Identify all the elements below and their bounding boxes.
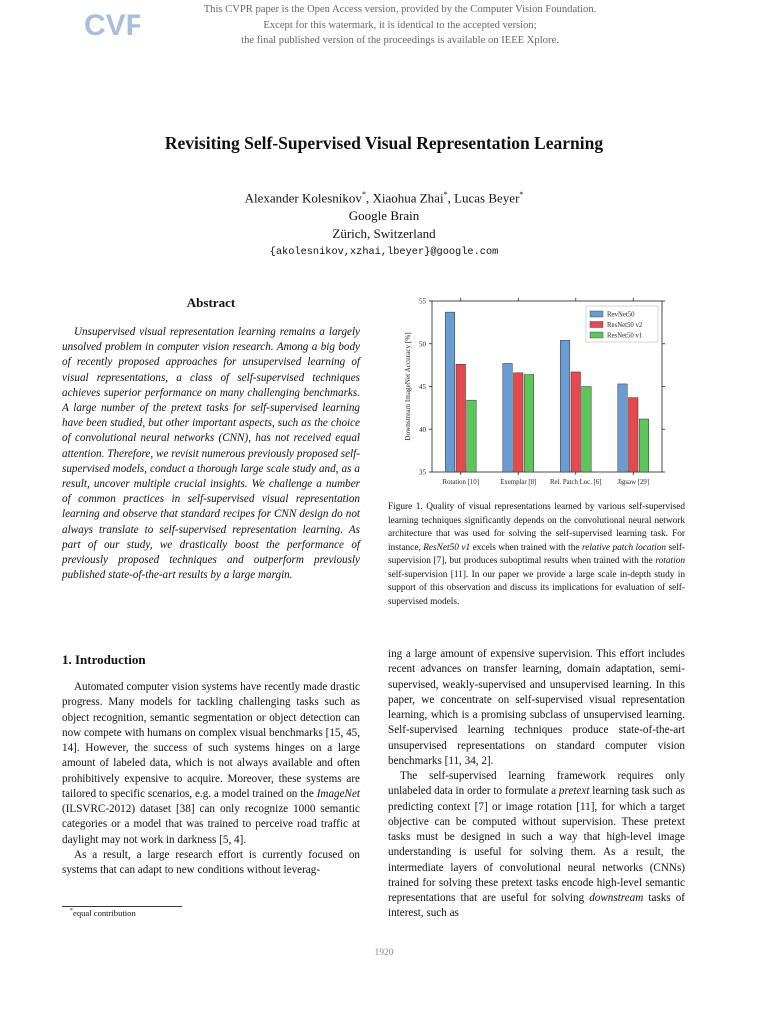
page-number: 1920 — [374, 948, 394, 958]
cvf-logo — [84, 8, 140, 43]
bar-resnet50-v2 — [456, 364, 466, 472]
equal-contribution-mark: * — [361, 190, 366, 199]
text-run: rotation — [655, 556, 685, 566]
affiliation: Google Brain — [348, 208, 420, 224]
bar-resnet50-v2 — [571, 372, 581, 472]
introduction-text — [62, 680, 360, 878]
legend-swatch — [590, 311, 603, 317]
dataset-name: ImageNet — [316, 787, 360, 800]
equal-contribution-mark: * — [519, 190, 524, 199]
text-run: downstream — [589, 892, 644, 904]
paragraph: As a result, a large research effort is currently focused on systems that can adapt to new conditions without leverag- — [62, 848, 360, 876]
text-run: self-supervision [7], but produces suboptimal results when trained with the — [388, 542, 686, 566]
paragraph — [62, 680, 360, 848]
x-tick-label: Rotation [10] — [442, 479, 479, 486]
cvf-logo-text: CVF — [84, 9, 140, 38]
email-address: {akolesnikov,xzhai,lbeyer}@google.com — [269, 246, 499, 259]
watermark-line: Except for this watermark, it is identical to the accepted version; — [263, 19, 537, 31]
author-name: Xiaohua Zhai — [372, 190, 444, 206]
author-name: Lucas Beyer — [454, 190, 520, 206]
bar-revnet50 — [503, 363, 513, 472]
y-tick-label: 55 — [419, 297, 426, 306]
text-run: relative patch location — [581, 542, 667, 553]
bar-revnet50 — [560, 340, 570, 472]
y-axis-label: Downstream ImageNet Accuracy [%] — [404, 332, 412, 441]
footnote-mark: * — [70, 908, 73, 915]
author-block — [0, 186, 768, 261]
legend-swatch — [590, 332, 603, 338]
text-run: self-supervision [11]. In our paper we provide a large scale in-depth study in support of this observation and discuss its implications for evaluation of self-supervised models. — [388, 569, 685, 607]
author-names: Alexander Kolesnikov*, Xiaohua Zhai*, Lucas Beyer* — [244, 190, 524, 206]
y-tick-label: 35 — [419, 468, 426, 477]
text-run: (ILSVRC-2012) dataset [38] can only recognize 1000 semantic categories or a model that was trained to perceive road traffic at daylight may not work in darkness [5, 4]. — [62, 803, 360, 846]
bar-resnet50-v1 — [467, 400, 477, 472]
y-tick-label: 45 — [419, 383, 426, 391]
paper-title: Revisiting Self-Supervised Visual Representation Learning — [164, 133, 604, 153]
bar-resnet50-v2 — [629, 398, 639, 472]
text-run: ResNet50 v1 — [423, 542, 471, 553]
legend-swatch — [590, 322, 603, 328]
watermark-line: the final published version of the proceedings is available on IEEE Xplore. — [241, 35, 559, 46]
paragraph: ing a large amount of expensive supervision. This effort includes recent advances on transfer learning, domain adaptation, semi-supervised, weakly-supervised and unsupervised learning. In this paper, we concentrate on self-supervised visual representation learning, which is a promising subclass of unsupervised learning. Self-supervised learning techniques produce state-of-the-art unsupervised representations on standard computer vision benchmarks [11, 34, 2]. — [388, 648, 685, 767]
text-run: learning task such as predicting context [7] or image rotation [11], for which a target objective can be computed without supervision. These pretext tasks must be designed in such a way that high-level image understanding is useful for solving them. As a result, the intermediate layers of convolutional neural networks (CNNs) trained for solving these pretext tasks encode high-level semantic representations that are useful for solving — [388, 785, 685, 904]
text-run: Automated computer vision systems have recently made drastic progress. Many models for tackling challenging tasks such as object recognition, semantic segmentation or object detection can now compete with humans on complex visual benchmarks [15, 45, 14]. However, the success of such systems hinges on a large amount of labeled data, which is not always available and often prohibitively expensive to acquire. Moreover, these systems are tailored to specific scenarios, e.g. a model trained on the — [62, 681, 360, 800]
text-run: Figure 1. Quality of visual representations learned by various self-supervised learning techniques significantly depends on the convolutional neural network architecture that was used for solving the self-supervised learning task. For instance, — [388, 502, 685, 553]
paragraph — [388, 769, 685, 922]
bar-chart — [388, 292, 685, 492]
footnote — [70, 908, 136, 918]
figure-caption — [388, 501, 685, 609]
text-run: excels when trained with the — [470, 542, 582, 553]
bar-resnet50-v1 — [639, 419, 649, 472]
figure-1-chart — [388, 292, 685, 492]
cvf-logo-graphic — [84, 8, 140, 38]
text-run: The self-supervised learning framework requires only unlabeled data in order to formulate a — [388, 770, 685, 798]
location: Zürich, Switzerland — [332, 226, 436, 242]
x-tick-label: Rel. Patch Loc. [6] — [549, 479, 602, 486]
y-tick-label: 50 — [419, 340, 426, 349]
bar-resnet50-v1 — [524, 375, 534, 472]
legend-label: ResNet50 v2 — [607, 322, 643, 329]
footnote-text: equal contribution — [73, 908, 136, 918]
abstract-heading: Abstract — [186, 295, 236, 310]
watermark-notice — [160, 2, 640, 49]
bar-revnet50 — [445, 312, 455, 472]
equal-contribution-mark: * — [443, 190, 448, 199]
legend-label: RevNet50 — [607, 311, 635, 319]
legend-label: ResNet50 v1 — [607, 332, 643, 340]
introduction-heading: 1. Introduction — [62, 652, 146, 667]
abstract-text: Unsupervised visual representation learning remains a largely unsolved problem in computer vision research. Among a big body of recently proposed approaches for unsupervised learning of visual representations, a class of self-supervised techniques achieves superior performance on many challenging benchmarks. A large number of the pretext tasks for self-supervised learning have been studied, but other important aspects, such as the choice of convolutional neural networks (CNN), has not received equal attention. Therefore, we revisit numerous previously proposed self-supervised models, conduct a thorough large scale study and, as a result, uncover multiple crucial insights. We challenge a number of common practices in self-supervised visual representation learning and observe that standard recipes for CNN design do not always translate to self-supervised representation learning. As part of our study, we drastically boost the performance of previously proposed techniques and outperform previously published state-of-the-art results by a large margin. — [62, 326, 360, 582]
y-tick-label: 40 — [419, 425, 426, 434]
text-run: tasks of interest, such as — [388, 892, 685, 920]
bar-resnet50-v1 — [582, 387, 592, 473]
x-tick-label: Jigsaw [29] — [617, 479, 650, 486]
right-column-text — [388, 647, 685, 922]
x-tick-label: Exemplar [8] — [500, 479, 537, 486]
text-run: pretext — [558, 785, 590, 798]
bar-resnet50-v2 — [514, 373, 524, 472]
author-name: Alexander Kolesnikov — [244, 190, 362, 206]
footnote-divider — [62, 906, 182, 907]
watermark-line: This CVPR paper is the Open Access version, provided by the Computer Vision Foundation. — [203, 4, 597, 15]
bar-revnet50 — [618, 384, 628, 472]
